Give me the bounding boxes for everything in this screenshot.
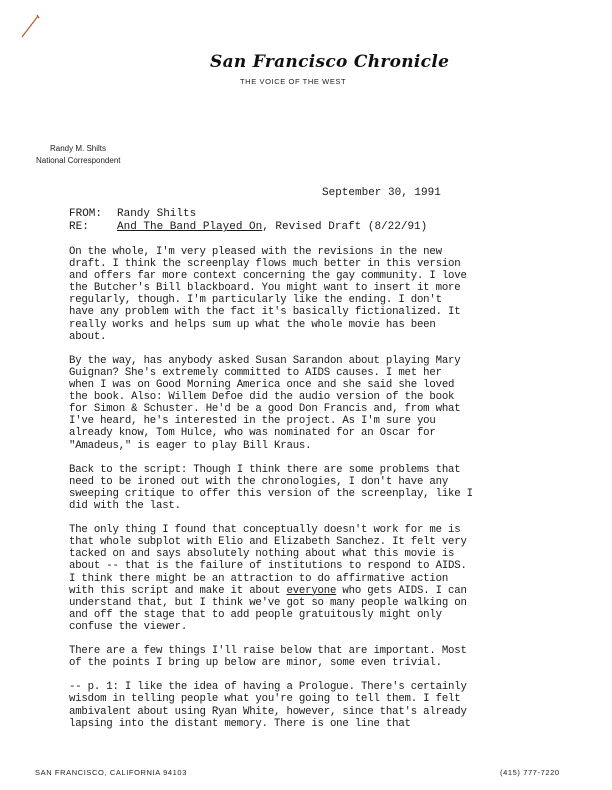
from-value: Randy Shilts [117, 208, 197, 220]
text-segment: with this script and make it about [69, 584, 287, 597]
text-line: I've heard, he's interested in the project. As I'm sure you [69, 415, 436, 428]
text-line: that whole subplot with Elio and Elizabeth Sanchez. It felt very [69, 536, 467, 549]
memo-header [69, 208, 427, 234]
text-line: and offers far more context concerning the gay community. I love [69, 270, 467, 283]
paragraph-script [69, 464, 569, 512]
text-line: and off the stage that to add people gratuitously might only [69, 608, 442, 621]
text-line: about. [69, 330, 107, 343]
sender-name: Randy M. Shilts [50, 144, 107, 153]
text-line: have any problem with the fact it's basically fictionalized. It [69, 306, 461, 319]
text-line-underlined [69, 585, 569, 597]
letter-body [69, 246, 569, 742]
text-line: -- p. 1: I like the idea of having a Prologue. There's certainly [69, 681, 467, 694]
underlined-word: everyone [286, 584, 337, 597]
text-line: need to be ironed out with the chronologies, I don't have any [69, 475, 449, 488]
text-line: sweeping critique to offer this version of the screenplay, like I [69, 487, 473, 500]
text-line: of the points I bring up below are minor, some even trivial. [69, 657, 442, 670]
text-line: when I was on Good Morning America once and she said she loved [69, 379, 455, 392]
text-line: about -- that is the failure of institutions to respond to AIDS. [69, 560, 467, 573]
paragraph-subplot [69, 524, 569, 633]
text-line: There are a few things I'll raise below that are important. Most [69, 645, 467, 658]
text-line: tacked on and says absolutely nothing about what this movie is [69, 548, 455, 561]
text-line: "Amadeus," is eager to play Bill Kraus. [69, 439, 312, 452]
re-rest: , Revised Draft (8/22/91) [262, 221, 428, 233]
text-line: did with the last. [69, 499, 181, 512]
paragraph-revisions [69, 246, 569, 343]
text-line: By the way, has anybody asked Susan Sarandon about playing Mary [69, 354, 461, 367]
text-line: ambivalent about using Ryan White, however, since that's already [69, 705, 467, 718]
text-line: wisdom in telling people what you're going to tell them. I felt [69, 693, 461, 706]
text-line: lapsing into the distant memory. There is one line that [69, 717, 411, 730]
text-line: draft. I think the screenplay flows much better in this version [69, 258, 461, 271]
text-line: On the whole, I'm very pleased with the revisions in the new [69, 246, 442, 258]
text-line: already know, Tom Hulce, who was nominated for an Oscar for [69, 427, 436, 440]
text-line: understand that, but I think we've got so many people walking on [69, 596, 467, 609]
footer-phone: (415) 777-7220 [500, 768, 560, 777]
text-line: for Simon & Schuster. He'd be a good Don Francis and, from what [69, 403, 461, 416]
re-label: RE: [69, 221, 89, 233]
footer-address: SAN FRANCISCO, CALIFORNIA 94103 [35, 768, 187, 777]
pen-mark-icon [18, 12, 42, 40]
text-line: Guignan? She's extremely committed to AIDS causes. I met her [69, 366, 442, 379]
text-line: confuse the viewer. [69, 620, 188, 633]
text-line: regularly, though. I'm particularly like the ending. I don't [69, 294, 442, 307]
sender-title: National Correspondent [36, 156, 121, 165]
text-line: the book. Also: Willem Defoe did the audio version of the book [69, 391, 455, 404]
from-label: FROM: [69, 208, 103, 220]
text-line: the Butcher's Bill blackboard. You might want to insert it more [69, 282, 461, 295]
text-line: Back to the script: Though I think there are some problems that [69, 463, 461, 476]
letter-date: September 30, 1991 [322, 187, 441, 199]
newspaper-tagline: THE VOICE OF THE WEST [240, 77, 347, 86]
text-segment: who gets AIDS. I can [336, 584, 467, 597]
text-line: really works and helps sum up what the whole movie has been [69, 318, 436, 331]
re-title: And The Band Played On [117, 221, 263, 233]
sender-block [36, 143, 121, 167]
from-line [69, 208, 427, 221]
newspaper-name: San Francisco Chronicle [210, 52, 450, 72]
paragraph-points [69, 645, 569, 669]
text-line: I think there might be an attraction to do affirmative action [69, 572, 449, 585]
text-line: The only thing I found that conceptually doesn't work for me is [69, 524, 461, 537]
paragraph-prologue [69, 681, 569, 729]
re-line [69, 221, 427, 234]
paragraph-casting [69, 355, 569, 452]
